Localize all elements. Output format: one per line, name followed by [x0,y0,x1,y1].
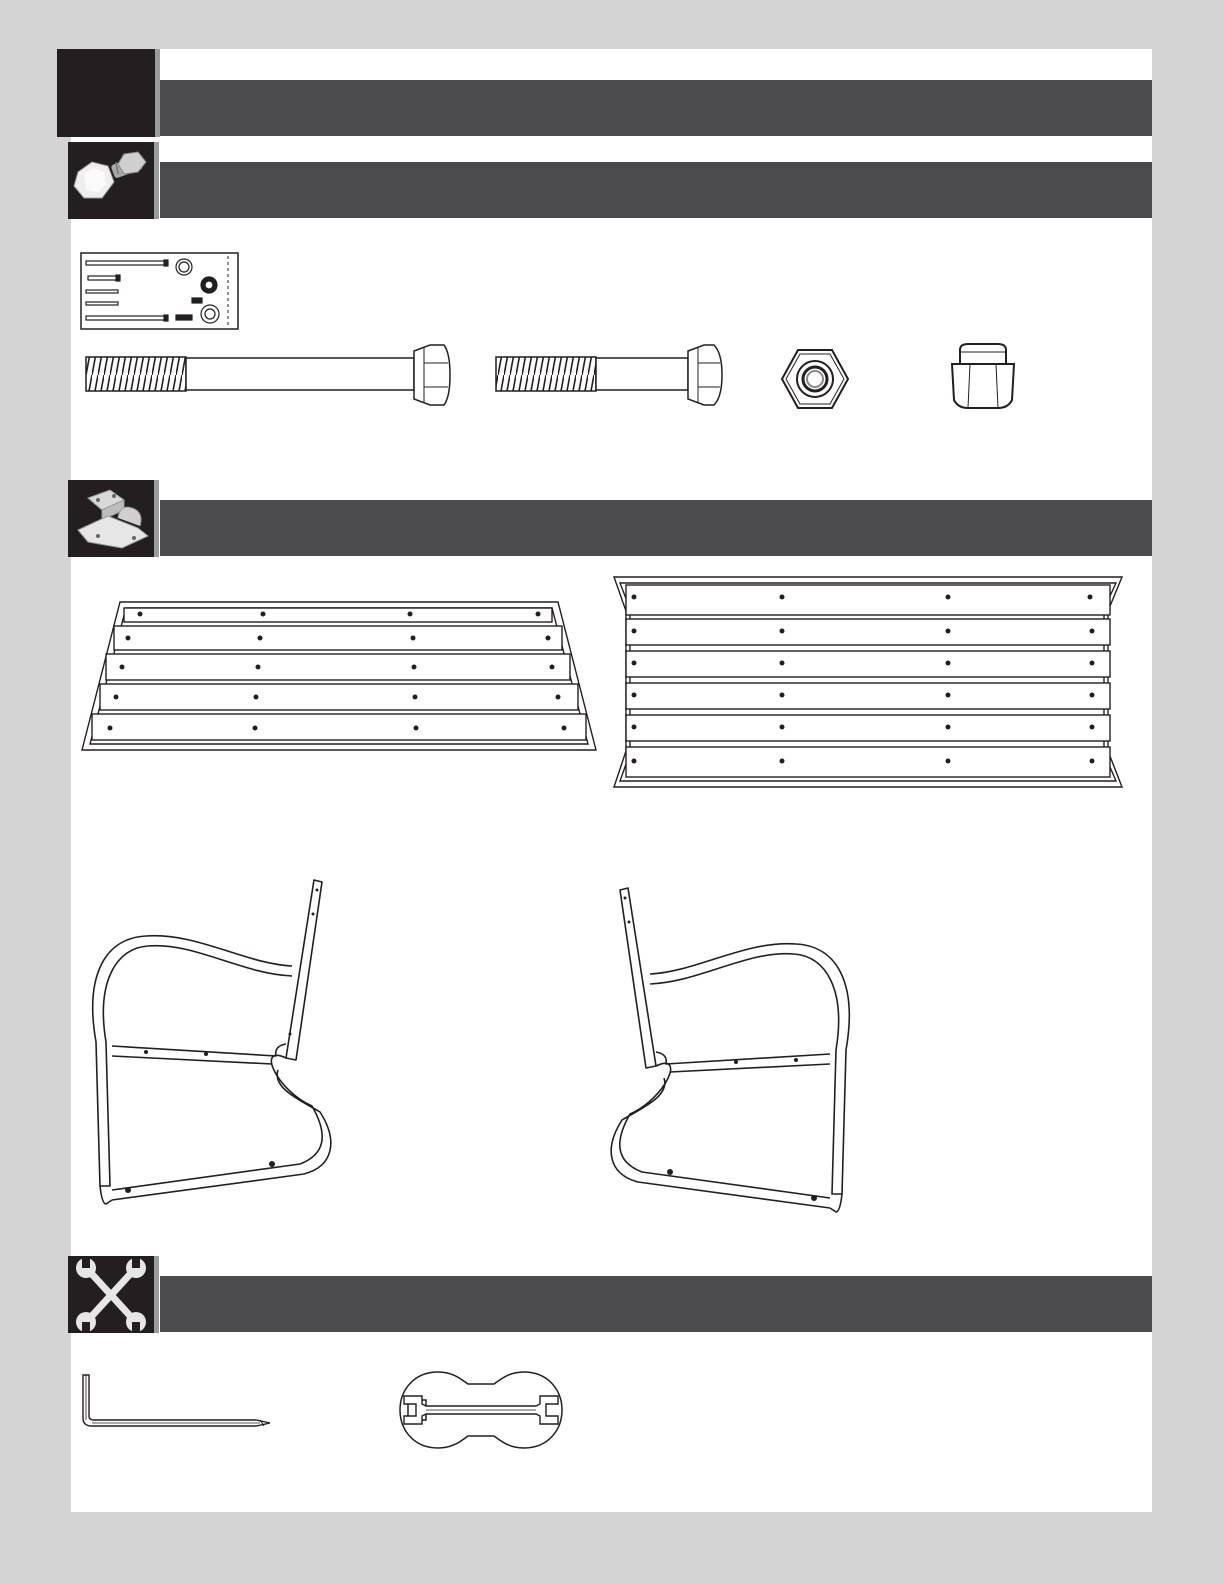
left-leg-frame-drawing [76,874,336,1226]
lock-nut-side-drawing [950,342,1016,412]
bracket-icon [68,480,154,557]
bolt-nut-icon [68,142,154,219]
parts-section-bar [160,500,1152,556]
double-end-wrench-drawing [398,1370,564,1450]
lock-nut-front-drawing [780,346,850,412]
tools-section-icon-box [68,1256,154,1333]
step-number-block [57,49,155,137]
short-bolt-drawing [492,343,724,413]
hardware-card-thumbnail [80,252,240,332]
back-panel-drawing [612,575,1124,793]
allen-key-drawing [80,1372,274,1430]
long-bolt-drawing [80,343,452,413]
right-leg-frame-drawing [606,882,866,1234]
tools-section-bar [160,1276,1152,1332]
step-title-bar [160,80,1152,136]
seat-panel-drawing [80,598,600,764]
crossed-wrenches-icon [68,1256,154,1333]
hardware-section-icon-box [68,142,154,219]
parts-section-icon-box [68,480,154,557]
hardware-section-bar [160,162,1152,218]
